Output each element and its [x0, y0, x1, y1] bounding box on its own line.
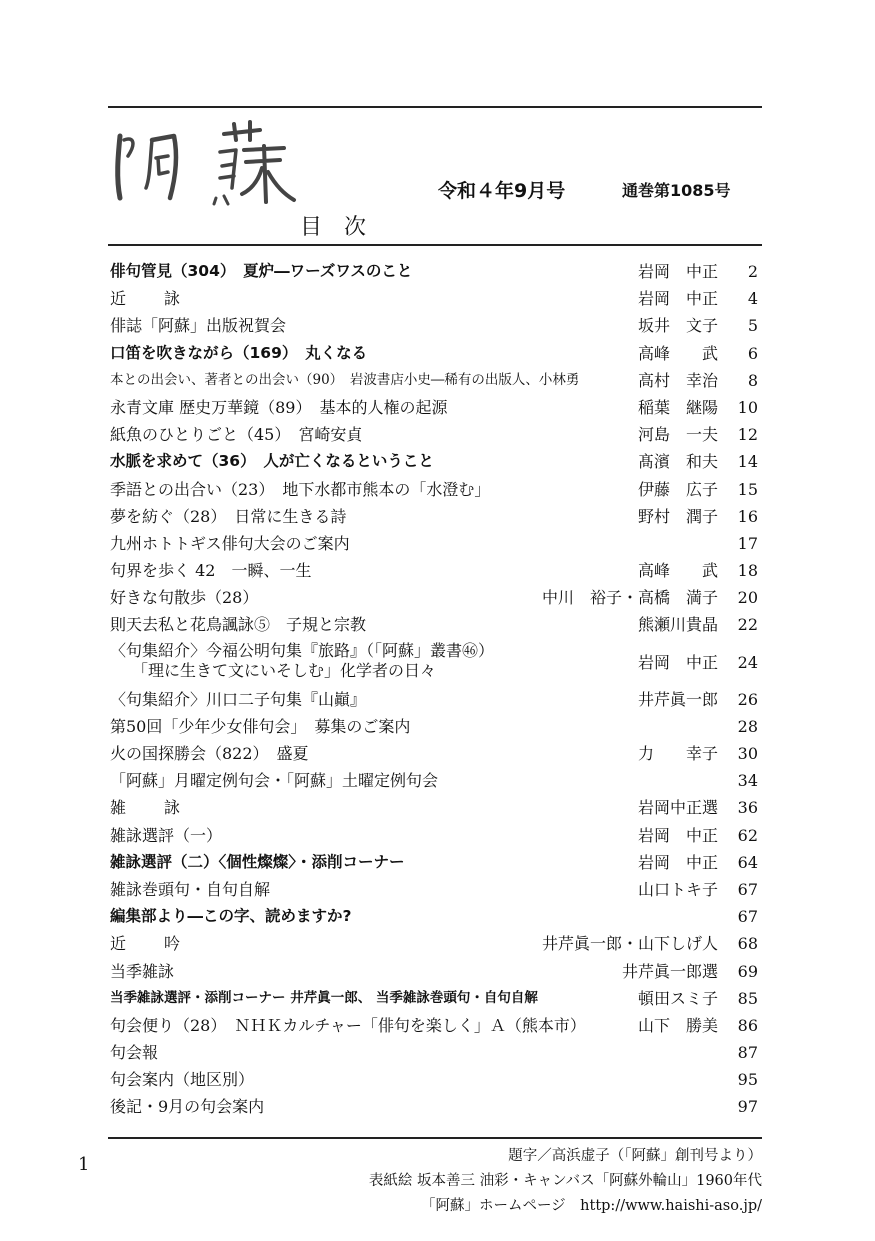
toc-title: 本との出会い、著者との出会い（90） 岩波書店小史―稀有の出版人、小林勇	[110, 371, 580, 388]
toc-title: 当季雑詠選評・添削コーナー 井芹眞一郎、 当季雑詠巻頭句・自句自解	[110, 989, 538, 1006]
toc-author: 岩岡 中正	[637, 652, 718, 672]
toc-title: 近詠	[110, 289, 219, 309]
toc-author: 稲葉 継陽	[637, 397, 718, 417]
top-rule	[108, 106, 762, 108]
toc-page: 6	[747, 343, 758, 363]
toc-author: 熊瀬川貴晶	[637, 615, 718, 635]
toc-author: 高村 幸治	[637, 370, 718, 390]
toc-title: 当季雑詠	[110, 961, 175, 981]
toc-title: 句界を歩く 42 一瞬、一生	[110, 561, 312, 581]
toc-title: 雑詠選評（一）	[110, 825, 223, 845]
toc-row	[110, 740, 760, 767]
toc-title: 夢を紡ぐ（28） 日常に生きる詩	[110, 506, 347, 526]
toc-author: 野村 潤子	[637, 506, 718, 526]
toc-title: 第50回「少年少女俳句会」 募集のご案内	[110, 716, 411, 736]
toc-author: 伊藤 広子	[637, 479, 718, 499]
toc-title: 火の国探勝会（822） 盛夏	[110, 744, 309, 763]
toc-row	[110, 713, 760, 740]
toc-page: 36	[737, 798, 758, 818]
toc-row	[110, 822, 760, 849]
toc-author: 岩岡 中正	[637, 289, 718, 309]
toc-row	[110, 1039, 760, 1066]
toc-page: 5	[747, 316, 758, 336]
toc-author: 岩岡 中正	[637, 825, 718, 845]
toc-page: 10	[737, 397, 758, 417]
toc-title: 永青文庫 歴史万華鏡（89） 基本的人権の起源	[110, 397, 448, 417]
toc-title: 俳誌「阿蘇」出版祝賀会	[110, 316, 287, 336]
toc-row	[110, 557, 760, 584]
toc-author: 力 幸子	[637, 744, 718, 763]
credit-title-calligraphy: 題字／高浜虚子（「阿蘇」創刊号より）	[508, 1148, 762, 1164]
toc-page: 68	[737, 934, 758, 954]
toc-page: 85	[737, 988, 758, 1008]
toc-row	[110, 340, 760, 367]
toc-row	[110, 903, 760, 930]
toc-row	[110, 930, 760, 957]
toc-title: 句会便り（28） ＮＨＫカルチャー「俳句を楽しく」Ａ（熊本市）	[110, 1015, 586, 1035]
toc-row	[110, 530, 760, 557]
toc-author: 岩岡 中正	[637, 262, 718, 281]
toc-page: 69	[737, 961, 758, 981]
toc-row	[110, 985, 760, 1012]
toc-row	[110, 258, 760, 285]
toc-page: 22	[737, 615, 758, 635]
toc-row	[110, 448, 760, 475]
toc-page: 62	[737, 825, 758, 845]
toc-row	[110, 611, 760, 638]
toc-page: 8	[747, 370, 758, 390]
toc-row	[110, 584, 760, 611]
logo-calligraphy-drawing	[112, 116, 302, 206]
toc-row	[110, 394, 760, 421]
credit-cover-art: 表紙絵 坂本善三 油彩・キャンバス「阿蘇外輪山」1960年代	[368, 1173, 762, 1189]
toc-row	[110, 958, 760, 985]
toc-title: 句会案内（地区別）	[110, 1070, 255, 1090]
toc-row	[110, 639, 760, 686]
table-of-contents	[110, 258, 760, 1121]
toc-page: 20	[737, 588, 758, 608]
toc-page: 67	[737, 879, 758, 899]
toc-author: 坂井 文子	[637, 316, 718, 336]
toc-row	[110, 876, 760, 903]
toc-title: 雑詠巻頭句・自句自解	[110, 879, 271, 899]
toc-title-line-1: 〈句集紹介〉今福公明句集『旅路』（「阿蘇」叢書㊻）	[110, 640, 495, 660]
toc-author: 岩岡中正選	[637, 798, 718, 818]
toc-page: 4	[747, 289, 758, 309]
toc-page: 26	[737, 689, 758, 709]
toc-author: 河島 一夫	[637, 425, 718, 445]
toc-page: 86	[737, 1015, 758, 1035]
toc-row	[110, 285, 760, 312]
footer-rule	[108, 1137, 762, 1139]
credits	[369, 1144, 762, 1219]
volume-number: 通巻第1085号	[622, 181, 731, 200]
toc-page: 24	[737, 652, 758, 672]
toc-author: 山口トキ子	[637, 879, 718, 899]
toc-page: 15	[737, 479, 758, 499]
toc-page: 97	[737, 1097, 758, 1117]
toc-page: 30	[737, 744, 758, 763]
toc-title: 句会報	[110, 1043, 159, 1063]
toc-author: 髙濱 和夫	[637, 452, 718, 472]
credit-homepage: 「阿蘇」ホームページ http://www.haishi-aso.jp/	[420, 1198, 762, 1214]
toc-title	[110, 641, 494, 681]
toc-row	[110, 421, 760, 448]
toc-title: 「阿蘇」月曜定例句会・「阿蘇」土曜定例句会	[110, 771, 439, 791]
toc-row	[110, 794, 760, 821]
toc-heading: 目次	[300, 215, 389, 240]
toc-title: 紙魚のひとりごと（45） 宮崎安貞	[110, 425, 363, 445]
toc-author: 井芹眞一郎・山下しげ人	[541, 934, 718, 954]
toc-row	[110, 849, 760, 876]
toc-title: 雑詠	[110, 798, 219, 818]
issue-date: 令和４年9月号	[438, 180, 566, 202]
toc-author: 高峰 武	[637, 343, 718, 363]
toc-page: 14	[737, 452, 758, 472]
toc-title: 好きな句散歩（28）	[110, 588, 259, 608]
toc-row	[110, 312, 760, 339]
toc-row	[110, 1012, 760, 1039]
toc-author: 岩岡 中正	[637, 852, 718, 872]
toc-title: 俳句管見（304） 夏炉―ワーズワスのこと	[110, 262, 413, 280]
toc-row	[110, 686, 760, 713]
toc-title: 水脈を求めて（36） 人が亡くなるということ	[110, 452, 434, 471]
toc-title: 季語との出合い（23） 地下水都市熊本の「水澄む」	[110, 479, 491, 499]
toc-author: 中川 裕子・高橋 満子	[541, 588, 718, 608]
header-rule	[108, 244, 762, 246]
toc-title: 編集部より―この字、読めますか?	[110, 907, 352, 926]
toc-page: 12	[737, 425, 758, 445]
toc-title: 則天去私と花鳥諷詠⑤ 子規と宗教	[110, 615, 367, 635]
toc-page: 17	[737, 533, 758, 553]
toc-author: 井芹眞一郎	[637, 689, 718, 709]
toc-page: 34	[737, 771, 758, 791]
toc-page: 64	[737, 852, 758, 872]
toc-page: 16	[737, 506, 758, 526]
toc-author: 井芹眞一郎選	[621, 961, 718, 981]
toc-row	[110, 367, 760, 394]
toc-row	[110, 476, 760, 503]
toc-page: 67	[737, 907, 758, 927]
toc-page: 2	[747, 262, 758, 281]
toc-row	[110, 1093, 760, 1120]
toc-row	[110, 767, 760, 794]
toc-page: 28	[737, 716, 758, 736]
toc-page: 87	[737, 1043, 758, 1063]
toc-row	[110, 1066, 760, 1093]
toc-title: 後記・9月の句会案内	[110, 1097, 265, 1117]
toc-title-line-2: 「理に生きて文にいそしむ」化学者の日々	[132, 660, 437, 680]
toc-row	[110, 503, 760, 530]
toc-title: 〈句集紹介〉川口二子句集『山巓』	[110, 689, 367, 709]
toc-title: 近吟	[110, 934, 219, 954]
toc-author: 頓田スミ子	[637, 988, 718, 1008]
page-number: 1	[78, 1154, 90, 1175]
toc-title: 雑詠選評（二）〈個性燦燦〉・添削コーナー	[110, 852, 405, 871]
toc-title: 口笛を吹きながら（169） 丸くなる	[110, 343, 368, 362]
toc-author: 山下 勝美	[637, 1015, 718, 1035]
toc-page: 18	[737, 561, 758, 581]
toc-title: 九州ホトトギス俳句大会のご案内	[110, 533, 350, 553]
toc-author: 高峰 武	[637, 561, 718, 581]
toc-page: 95	[737, 1070, 758, 1090]
calligraphy-logo	[112, 116, 302, 206]
